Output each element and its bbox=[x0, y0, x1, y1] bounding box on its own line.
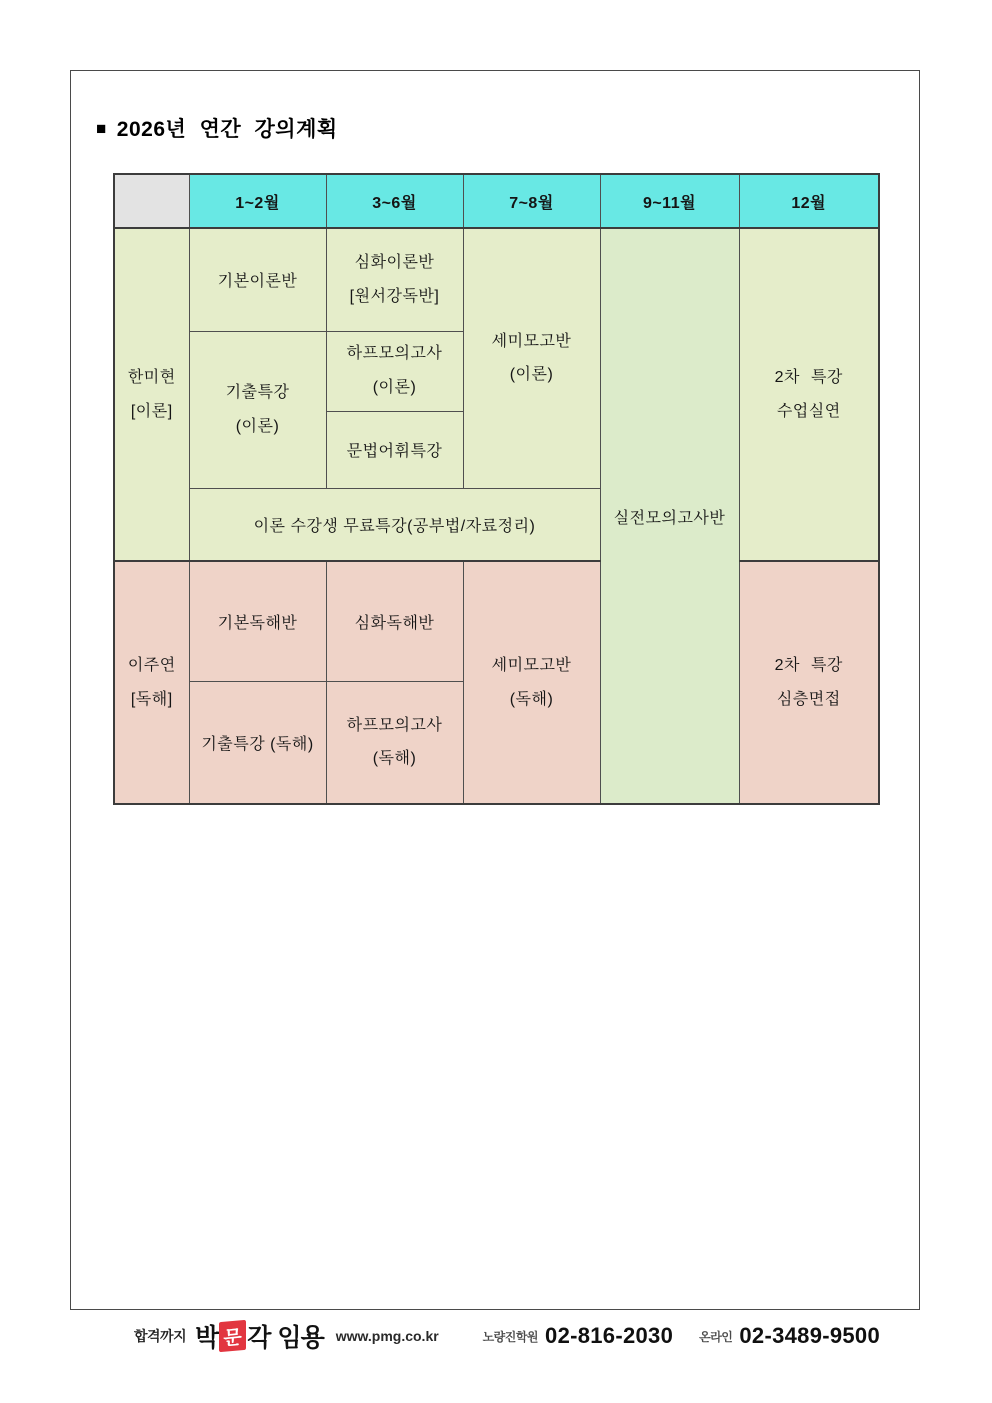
brand-tagline: 합격까지 bbox=[134, 1328, 187, 1344]
cell-reading-basic: 기본독해반 bbox=[189, 561, 326, 681]
cell-reading-semi-mock bbox=[463, 561, 600, 804]
logo-char-mun: 문 bbox=[223, 1326, 242, 1350]
footer-brand bbox=[134, 1318, 439, 1354]
header-row bbox=[114, 174, 879, 228]
instructor-reading-name: 이주연 bbox=[127, 656, 176, 674]
cell-reading-half-line1: 하프모의고사 bbox=[346, 716, 443, 734]
cell-theory-grammar: 문법어휘특강 bbox=[326, 411, 463, 488]
cell-theory-half-line2: (이론) bbox=[372, 379, 417, 396]
header-month-mar-jun: 3~6월 bbox=[326, 174, 463, 228]
header-month-jul-aug: 7~8월 bbox=[463, 174, 600, 228]
cell-theory-half-mock bbox=[326, 331, 463, 411]
pmg-logo bbox=[195, 1318, 324, 1354]
logo-char-pak: 박 bbox=[195, 1324, 219, 1352]
cell-reading-past: 기출특강 (독해) bbox=[189, 681, 326, 804]
cell-theory-semi-line1: 세미모고반 bbox=[491, 332, 572, 350]
cell-theory-advanced-line1: 심화이론반 bbox=[354, 254, 435, 272]
page-title bbox=[96, 113, 338, 143]
phone-academy bbox=[483, 1323, 674, 1349]
document-page bbox=[70, 70, 920, 1310]
cell-theory-free-special: 이론 수강생 무료특강(공부법/자료정리) bbox=[189, 488, 600, 561]
cell-theory-semi-mock bbox=[463, 228, 600, 488]
cell-reading-second-special bbox=[739, 561, 879, 804]
cell-reading-second-line1: 2차 특강 bbox=[774, 656, 843, 674]
cell-theory-past-special bbox=[189, 331, 326, 488]
phone-online bbox=[699, 1323, 880, 1349]
header-month-jan-feb: 1~2월 bbox=[189, 174, 326, 228]
instructor-theory-name: 한미현 bbox=[127, 368, 176, 386]
phone-academy-label: 노량진학원 bbox=[482, 1329, 539, 1344]
cell-reading-second-line2: 심층면접 bbox=[776, 690, 841, 708]
instructor-theory-subject: [이론] bbox=[130, 402, 173, 420]
page-title-text: 2026년 연간 강의계획 bbox=[116, 118, 338, 141]
cell-theory-second-line2: 수업실연 bbox=[776, 402, 841, 420]
cell-reading-half-line2: (독해) bbox=[372, 750, 417, 768]
cell-reading-semi-line2: (독해) bbox=[509, 690, 554, 708]
instructor-theory-cell bbox=[114, 228, 189, 561]
header-month-sep-nov: 9~11월 bbox=[600, 174, 739, 228]
title-bullet-icon: ■ bbox=[96, 118, 107, 138]
header-month-dec: 12월 bbox=[739, 174, 879, 228]
cell-reading-advanced: 심화독해반 bbox=[326, 561, 463, 681]
cell-theory-past-line2: (이론) bbox=[235, 417, 280, 435]
cell-theory-half-line1: 하프모의고사 bbox=[346, 345, 443, 363]
instructor-reading-cell bbox=[114, 561, 189, 804]
footer-contacts bbox=[483, 1323, 880, 1349]
phone-academy-number: 02-816-2030 bbox=[545, 1323, 674, 1348]
phone-online-label: 온라인 bbox=[699, 1329, 733, 1344]
cell-reading-half-mock bbox=[326, 681, 463, 804]
header-corner-cell bbox=[114, 174, 189, 228]
cell-theory-second-special bbox=[739, 228, 879, 561]
cell-theory-advanced bbox=[326, 228, 463, 331]
cell-theory-past-line1: 기출특강 bbox=[225, 383, 290, 401]
page-footer bbox=[70, 1316, 920, 1356]
logo-red-box-icon bbox=[219, 1320, 246, 1352]
schedule-table bbox=[113, 173, 880, 805]
logo-imyong: 임용 bbox=[277, 1324, 324, 1352]
instructor-reading-subject: [독해] bbox=[130, 690, 173, 708]
cell-practice-mock: 실전모의고사반 bbox=[600, 228, 739, 804]
phone-online-number: 02-3489-9500 bbox=[739, 1323, 880, 1348]
theory-row-1 bbox=[114, 228, 879, 331]
cell-theory-advanced-line2: [원서강독반] bbox=[349, 287, 440, 305]
cell-theory-semi-line2: (이론) bbox=[509, 366, 554, 384]
cell-theory-basic: 기본이론반 bbox=[189, 228, 326, 331]
cell-reading-semi-line1: 세미모고반 bbox=[491, 656, 572, 674]
cell-theory-second-line1: 2차 특강 bbox=[774, 368, 843, 386]
logo-char-gak: 각 bbox=[247, 1324, 271, 1352]
website-url: www.pmg.co.kr bbox=[335, 1328, 439, 1344]
reading-row-1 bbox=[114, 561, 879, 681]
